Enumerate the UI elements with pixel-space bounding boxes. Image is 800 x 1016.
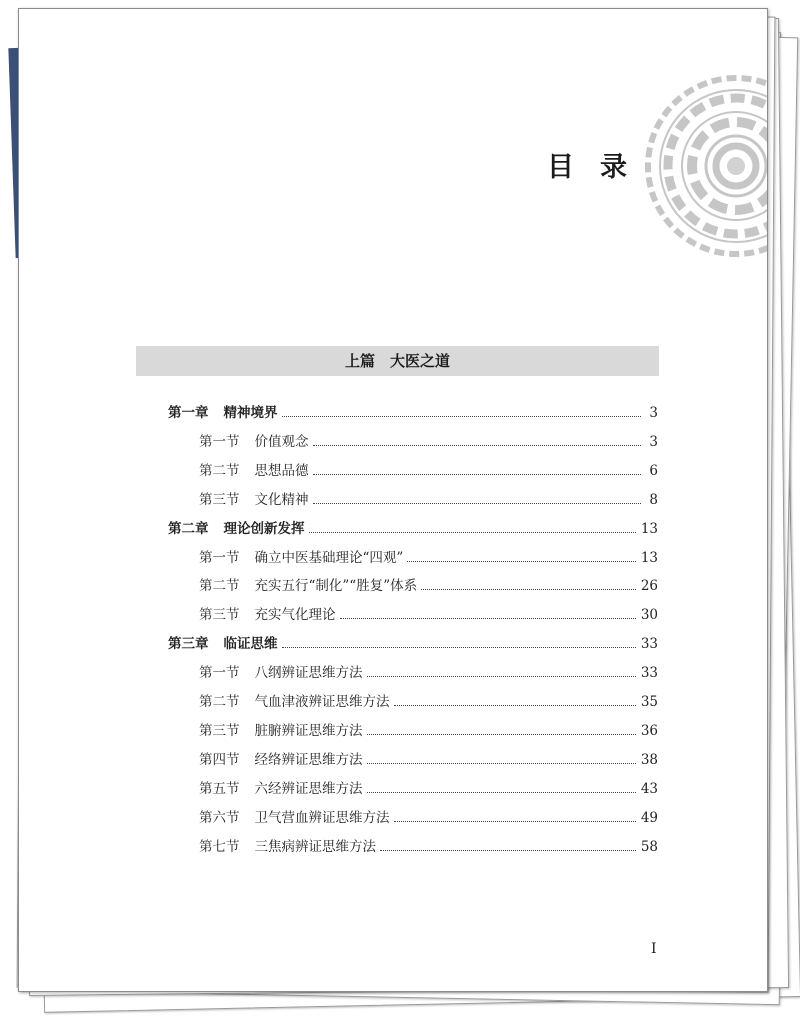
entry-page-number: 30 — [640, 607, 658, 624]
dot-leader — [367, 733, 636, 735]
toc-section-entry[interactable] — [199, 777, 658, 799]
toc-section-entry[interactable] — [199, 748, 658, 770]
entry-title: 思想品德 — [254, 462, 309, 479]
dot-leader — [313, 444, 642, 446]
dot-leader — [313, 473, 642, 475]
entry-number: 第三节 — [199, 607, 240, 624]
dot-leader — [380, 849, 636, 851]
entry-number: 第二节 — [199, 462, 240, 479]
toc-section-entry[interactable] — [199, 430, 658, 452]
entry-number: 第一章 — [168, 405, 209, 421]
entry-page-number: 33 — [640, 636, 658, 653]
entry-title: 三焦病辨证思维方法 — [254, 838, 376, 855]
entry-page-number: 36 — [640, 722, 658, 739]
entry-number: 第五节 — [199, 780, 240, 797]
entry-number: 第三章 — [168, 636, 209, 653]
dot-leader — [367, 762, 636, 764]
entry-number: 第四节 — [199, 751, 240, 768]
entry-number: 第一节 — [199, 433, 240, 450]
toc-section-entry[interactable] — [199, 690, 658, 712]
dot-leader — [367, 791, 636, 793]
dot-leader — [421, 588, 636, 590]
entry-page-number: 13 — [640, 520, 658, 537]
dot-leader — [313, 502, 642, 504]
entry-title: 脏腑辨证思维方法 — [254, 722, 363, 739]
toc-chapter-entry[interactable] — [168, 401, 658, 423]
dot-leader — [282, 415, 642, 417]
entry-title: 六经辨证思维方法 — [254, 780, 363, 797]
entry-title: 气血津液辨证思维方法 — [254, 694, 390, 710]
entry-page-number: 38 — [640, 751, 658, 768]
entry-number: 第三节 — [199, 491, 240, 508]
dot-leader — [394, 704, 636, 706]
entry-page-number: 13 — [640, 549, 658, 566]
entry-title: 经络辨证思维方法 — [254, 751, 363, 768]
toc-section-entry[interactable] — [199, 459, 658, 481]
entry-number: 第七节 — [199, 838, 240, 855]
toc-section-entry[interactable] — [199, 546, 658, 568]
page-title: 目录 — [547, 152, 653, 183]
entry-title: 理论创新发挥 — [223, 520, 305, 537]
entry-title: 卫气营血辨证思维方法 — [254, 809, 390, 826]
entry-number: 第六节 — [199, 809, 240, 826]
cloud-medallion-icon — [641, 71, 768, 261]
entry-title: 八纲辨证思维方法 — [254, 665, 363, 682]
entry-title: 充实气化理论 — [254, 607, 336, 624]
entry-number: 第一节 — [199, 665, 240, 682]
entry-number: 第二节 — [199, 578, 240, 595]
entry-page-number: 8 — [649, 491, 658, 508]
entry-title: 充实五行“制化”“胜复”体系 — [254, 578, 418, 595]
entry-page-number: 3 — [649, 433, 658, 450]
dot-leader — [407, 560, 636, 562]
entry-title: 文化精神 — [254, 491, 309, 508]
entry-page-number: 6 — [649, 462, 658, 479]
entry-number: 第二节 — [199, 694, 240, 710]
entry-page-number: 35 — [640, 694, 658, 710]
toc-section-entry[interactable] — [199, 488, 658, 510]
toc-chapter-entry[interactable] — [168, 632, 658, 654]
toc-chapter-entry[interactable] — [168, 517, 658, 539]
dot-leader — [309, 531, 636, 533]
entry-title: 精神境界 — [223, 405, 278, 421]
page-number: I — [651, 941, 657, 957]
entry-page-number: 43 — [640, 780, 658, 797]
entry-title: 确立中医基础理论“四观” — [254, 549, 404, 566]
entry-number: 第三节 — [199, 722, 240, 739]
toc-section-entry[interactable] — [199, 806, 658, 828]
dot-leader — [282, 646, 636, 648]
entry-title: 价值观念 — [254, 433, 309, 450]
entry-page-number: 26 — [640, 578, 658, 595]
entry-number: 第一节 — [199, 549, 240, 566]
entry-page-number: 3 — [649, 405, 658, 421]
entry-page-number: 49 — [640, 809, 658, 826]
toc-section-entry[interactable] — [199, 835, 658, 857]
part-heading: 上篇 大医之道 — [136, 346, 659, 376]
toc-section-entry[interactable] — [199, 661, 658, 683]
dot-leader — [367, 675, 636, 677]
dot-leader — [394, 820, 636, 822]
dot-leader — [340, 617, 636, 619]
toc-section-entry[interactable] — [199, 603, 658, 625]
toc-section-entry[interactable] — [199, 574, 658, 596]
entry-title: 临证思维 — [223, 636, 278, 653]
toc-page — [18, 8, 768, 992]
entry-page-number: 58 — [640, 838, 658, 855]
entry-page-number: 33 — [640, 665, 658, 682]
entry-number: 第二章 — [168, 520, 209, 537]
toc-section-entry[interactable] — [199, 719, 658, 741]
